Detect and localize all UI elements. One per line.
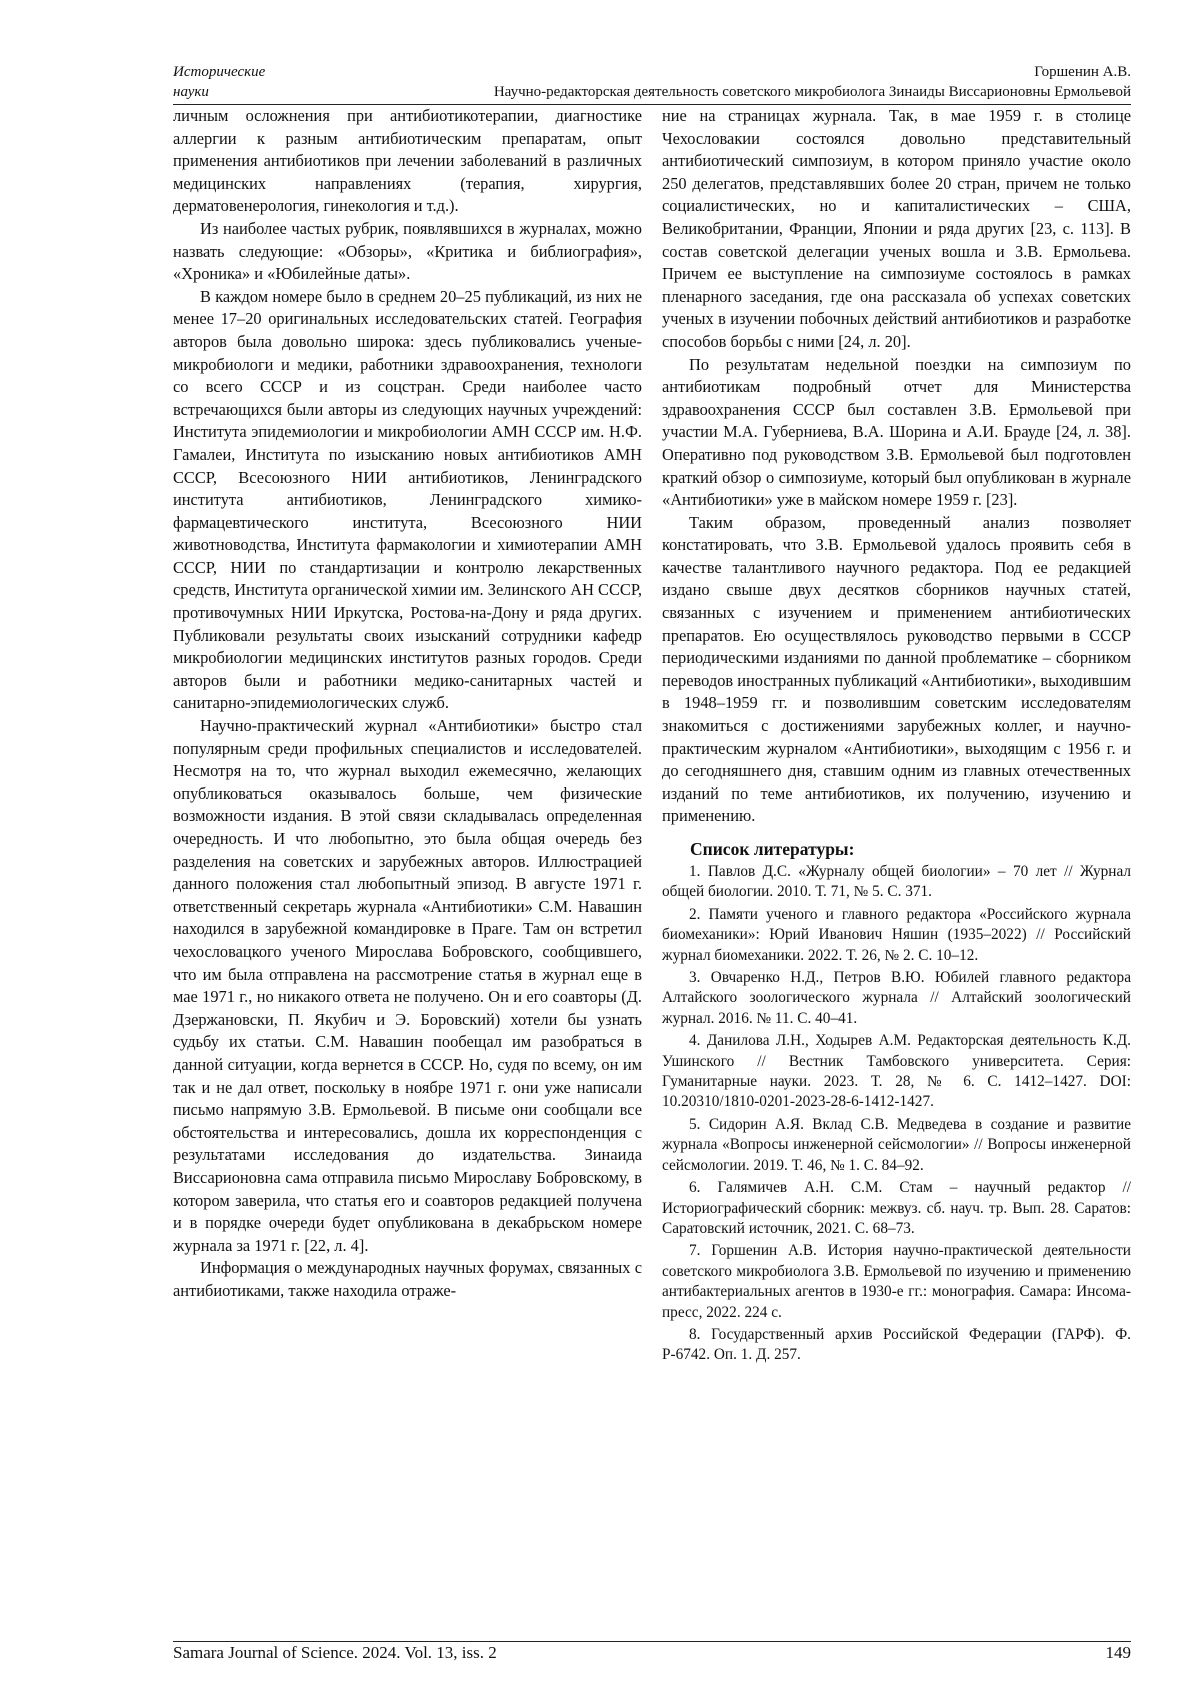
paragraph: Таким образом, проведенный анализ позволяет констатировать, что З.В. Ермольевой удалось проявить себя в качестве талантливого научного редактора. Под ее редакцией издано свыше двух десятков сборников научных статей, связанных с изучением и применением антибиотических препаратов. Ею осуществлялось руководство первыми в СССР периодическими изданиями по данной проблематике – сборником переводов иностранных публикаций «Антибиотики», выходившим в 1948–1959 гг. и позволившим советским исследователям знакомиться с достижениями зарубежных коллег, и научно-практическим журналом «Антибиотики», выходящим с 1956 г. и до сегодняшнего дня, ставшим одним из главных отечественных изданий по теме антибиотиков, их получению, изучению и применению. — [662, 512, 1131, 826]
reference-item: 2. Памяти ученого и главного редактора «Российского журнала биомеханики»: Юрий Иванович Няшин (1935–2022) // Российский журнал биомеханики. 2022. Т. 26, № 2. С. 10–12. — [662, 905, 1131, 964]
footer-journal: Samara Journal of Science. 2024. Vol. 13, iss. 2 — [173, 1643, 497, 1662]
header-author: Горшенин А.В. — [1034, 64, 1131, 80]
journal-page — [173, 62, 1131, 1662]
paragraph: В каждом номере было в среднем 20–25 публикаций, из них не менее 17–20 оригинальных исследовательских статей. География авторов была довольно широка: здесь публиковались ученые-микробиологи и медики, работники здравоохранения, технологи со всего СССР и из соцстран. Среди наиболее часто встречающихся были авторы из следующих научных учреждений: Института эпидемиологии и микробиологии АМН СССР им. Н.Ф. Гамалеи, Института по изысканию новых антибиотиков АМН СССР, Всесоюзного НИИ антибиотиков, Ленинградского института антибиотиков, Ленинградского химико-фармацевтического института, Всесоюзного НИИ животноводства, Института фармакологии и химиотерапии АМН СССР, НИИ по стандартизации и контролю лекарственных средств, Института органической химии им. Зелинского АН СССР, противочумных НИИ Иркутска, Ростова-на-Дону и ряда других. Публиковали результаты своих изысканий сотрудники кафедр микробиологии медицинских институтов разных городов. Среди авторов были и работники медико-санитарных частей и санитарно-эпидемиологических служб. — [173, 286, 642, 713]
left-column — [173, 105, 642, 1302]
paragraph: личным осложнения при антибиотикотерапии, диагностике аллергии к разным антибиотическим препаратам, опыт применения антибиотиков при лечении заболеваний в различных медицинских направлениях (терапия, хирургия, дерматовенерология, гинекология и т.д.). — [173, 106, 642, 216]
header-section: Исторические науки — [173, 64, 266, 100]
reference-item: 6. Галямичев А.Н. С.М. Стам – научный редактор // Историографический сборник: межвуз. сб. науч. тр. Вып. 28. Саратов: Саратовский источник, 2021. С. 68–73. — [662, 1179, 1131, 1237]
right-column — [662, 105, 1131, 1368]
reference-item: 3. Овчаренко Н.Д., Петров В.Ю. Юбилей главного редактора Алтайского зоологического журнала // Алтайский зоологический журнал. 2016. № 11. С. 40–41. — [662, 969, 1131, 1027]
references-heading: Список литературы: — [690, 839, 855, 859]
paragraph: ние на страницах журнала. Так, в мае 1959 г. в столице Чехословакии состоялся довольно представительный антибиотический симпозиум, в котором приняло участие около 250 делегатов, представлявших более 20 стран, причем не только социалистических, но и капиталистических – США, Великобритании, Франции, Японии и ряда других [23, с. 113]. В состав советской делегации ученых вошла и З.В. Ермольева. Причем ее выступление на симпозиуме состоялось в рамках пленарного заседания, где она рассказала об успехах советских ученых в изучении побочных действий антибиотиков и разработке способов борьбы с ними [24, л. 20]. — [662, 106, 1131, 351]
reference-item: 5. Сидорин А.Я. Вклад С.В. Медведева в создание и развитие журнала «Вопросы инженерной сейсмологии» // Вопросы инженерной сейсмологии. 2019. Т. 46, № 1. С. 84–92. — [662, 1115, 1131, 1174]
paragraph: Из наиболее частых рубрик, появлявшихся в журналах, можно назвать следующие: «Обзоры», «Критика и библиография», «Хроника» и «Юбилейные даты». — [173, 218, 642, 284]
reference-item: 7. Горшенин А.В. История научно-практической деятельности советского микробиолога З.В. Ермольевой по изучению и применению антибактериальных агентов в 1930-е гг.: монография. Самара: Инсома-пресс, 2022. 224 с. — [662, 1242, 1131, 1321]
running-footer — [173, 1641, 1131, 1666]
paragraph: Информация о международных научных форумах, связанных с антибиотиками, также находила отраже- — [173, 1258, 642, 1300]
header-title: Научно-редакторская деятельность советского микробиолога Зинаиды Виссарионовны Ермольевой — [493, 84, 1131, 100]
page-number: 149 — [1105, 1643, 1131, 1662]
reference-item: 8. Государственный архив Российской Федерации (ГАРФ). Ф. Р-6742. Оп. 1. Д. 257. — [662, 1325, 1131, 1364]
reference-item: 4. Данилова Л.Н., Ходырев А.М. Редакторская деятельность К.Д. Ушинского // Вестник Тамбовского университета. Серия: Гуманитарные науки. 2023. Т. 28, № 6. С. 1412–1427. DOI: 10.20310/1810-0201-2023-28-6-1412-1427. — [662, 1032, 1131, 1111]
reference-item: 1. Павлов Д.С. «Журналу общей биологии» – 70 лет // Журнал общей биологии. 2010. Т. 71, № 5. С. 371. — [662, 863, 1131, 901]
reference-list — [662, 862, 1131, 1366]
paragraph: По результатам недельной поездки на симпозиум по антибиотикам подробный отчет для Министерства здравоохранения СССР был составлен З.В. Ермольевой при участии М.А. Губерниева, В.А. Шорина и А.И. Брауде [24, л. 38]. Оперативно под руководством З.В. Ермольевой был подготовлен краткий обзор о симпозиуме, который был опубликован в журнале «Антибиотики» уже в майском номере 1959 г. [23]. — [662, 354, 1131, 510]
body-columns — [173, 105, 1131, 1660]
running-header — [173, 62, 1131, 105]
paragraph: Научно-практический журнал «Антибиотики» быстро стал популярным среди профильных специалистов и исследователей. Несмотря на то, что журнал выходил ежемесячно, желающих опубликоваться оказывалось больше, чем физические возможности издания. В этой связи складывалась определенная очередность. И что любопытно, это была общая очередь без разделения на советских и зарубежных авторов. Иллюстрацией данного положения стал любопытный эпизод. В августе 1971 г. ответственный секретарь журнала «Антибиотики» С.М. Навашин находился в зарубежной командировке в Праге. Там он встретил чехословацкого ученого Мирослава Бобровского, сообщившего, что им была отправлена на рассмотрение статья в журнал еще в мае 1971 г., но никакого ответа не получено. Он и его соавторы (Д. Дзержановски, П. Якубич и Э. Боровский) хотели бы узнать судьбу их статьи. С.М. Навашин пообещал им разобраться в данной ситуации, когда вернется в СССР. Но, судя по всему, он им так и не дал ответ, поскольку в ноябре 1971 г. они уже написали письмо напрямую З.В. Ермольевой. В письме они сообщали все обстоятельства и интересовались, дошла их корреспонденция с результатами исследования до издательства. Зинаида Виссарионовна сама отправила письмо Мирославу Бобровскому, в котором заверила, что статья его и соавторов редакцией получена и в порядке очереди будет опубликована в декабрьском номере журнала за 1971 г. [22, л. 4]. — [173, 716, 642, 1255]
